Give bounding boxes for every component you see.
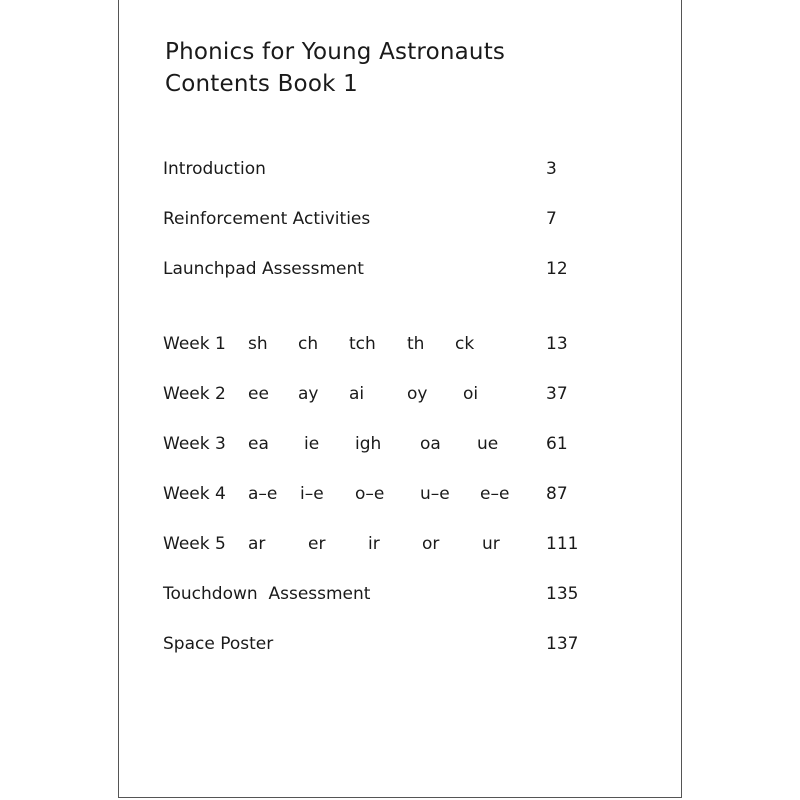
toc-entry-launchpad	[163, 257, 593, 281]
title-line-2: Contents Book 1	[165, 71, 358, 97]
phonics-sound: ie	[304, 434, 320, 454]
toc-page-number: 111	[546, 534, 579, 554]
phonics-sound: ai	[349, 384, 365, 404]
phonics-sound: u–e	[420, 484, 450, 504]
toc-entry-introduction	[163, 157, 593, 181]
phonics-sound: ch	[298, 334, 319, 354]
phonics-sound: ar	[248, 534, 266, 554]
phonics-sound: oa	[420, 434, 441, 454]
toc-entry-label: Touchdown Assessment	[163, 584, 371, 604]
toc-entry-label: Space Poster	[163, 634, 274, 654]
phonics-sound: ir	[368, 534, 380, 554]
page-title	[165, 36, 505, 100]
toc-week-1	[163, 332, 593, 356]
toc-page-number: 137	[546, 634, 579, 654]
toc-week-3	[163, 432, 593, 456]
toc-page-number: 12	[546, 259, 568, 279]
toc-week-4	[163, 482, 593, 506]
toc-entry-reinforcement	[163, 207, 593, 231]
phonics-sound: igh	[355, 434, 382, 454]
toc-page-number: 37	[546, 384, 568, 404]
phonics-sound: or	[422, 534, 440, 554]
week-label: Week 1	[163, 334, 226, 354]
phonics-sound: oi	[463, 384, 479, 404]
contents-page	[118, 0, 682, 798]
week-label: Week 3	[163, 434, 226, 454]
toc-entry-label: Launchpad Assessment	[163, 259, 364, 279]
toc-entry-label: Reinforcement Activities	[163, 209, 371, 229]
phonics-sound: a–e	[248, 484, 278, 504]
phonics-sound: ee	[248, 384, 269, 404]
toc-page-number: 61	[546, 434, 568, 454]
phonics-sound: th	[407, 334, 425, 354]
phonics-sound: oy	[407, 384, 428, 404]
phonics-sound: o–e	[355, 484, 385, 504]
toc-week-5	[163, 532, 593, 556]
toc-page-number: 3	[546, 159, 557, 179]
week-label: Week 4	[163, 484, 226, 504]
toc-page-number: 7	[546, 209, 557, 229]
phonics-sound: ck	[455, 334, 475, 354]
phonics-sound: ea	[248, 434, 269, 454]
phonics-sound: tch	[349, 334, 376, 354]
phonics-sound: e–e	[480, 484, 510, 504]
toc-page-number: 87	[546, 484, 568, 504]
toc-entry-touchdown	[163, 582, 593, 606]
toc-entry-label: Introduction	[163, 159, 266, 179]
title-line-1: Phonics for Young Astronauts	[165, 39, 506, 65]
phonics-sound: ur	[482, 534, 500, 554]
phonics-sound: er	[308, 534, 326, 554]
toc-page-number: 13	[546, 334, 568, 354]
week-label: Week 5	[163, 534, 226, 554]
phonics-sound: ue	[477, 434, 499, 454]
toc-week-2	[163, 382, 593, 406]
phonics-sound: sh	[248, 334, 268, 354]
toc-page-number: 135	[546, 584, 579, 604]
toc-entry-space-poster	[163, 632, 593, 656]
week-label: Week 2	[163, 384, 226, 404]
phonics-sound: i–e	[300, 484, 324, 504]
phonics-sound: ay	[298, 384, 319, 404]
